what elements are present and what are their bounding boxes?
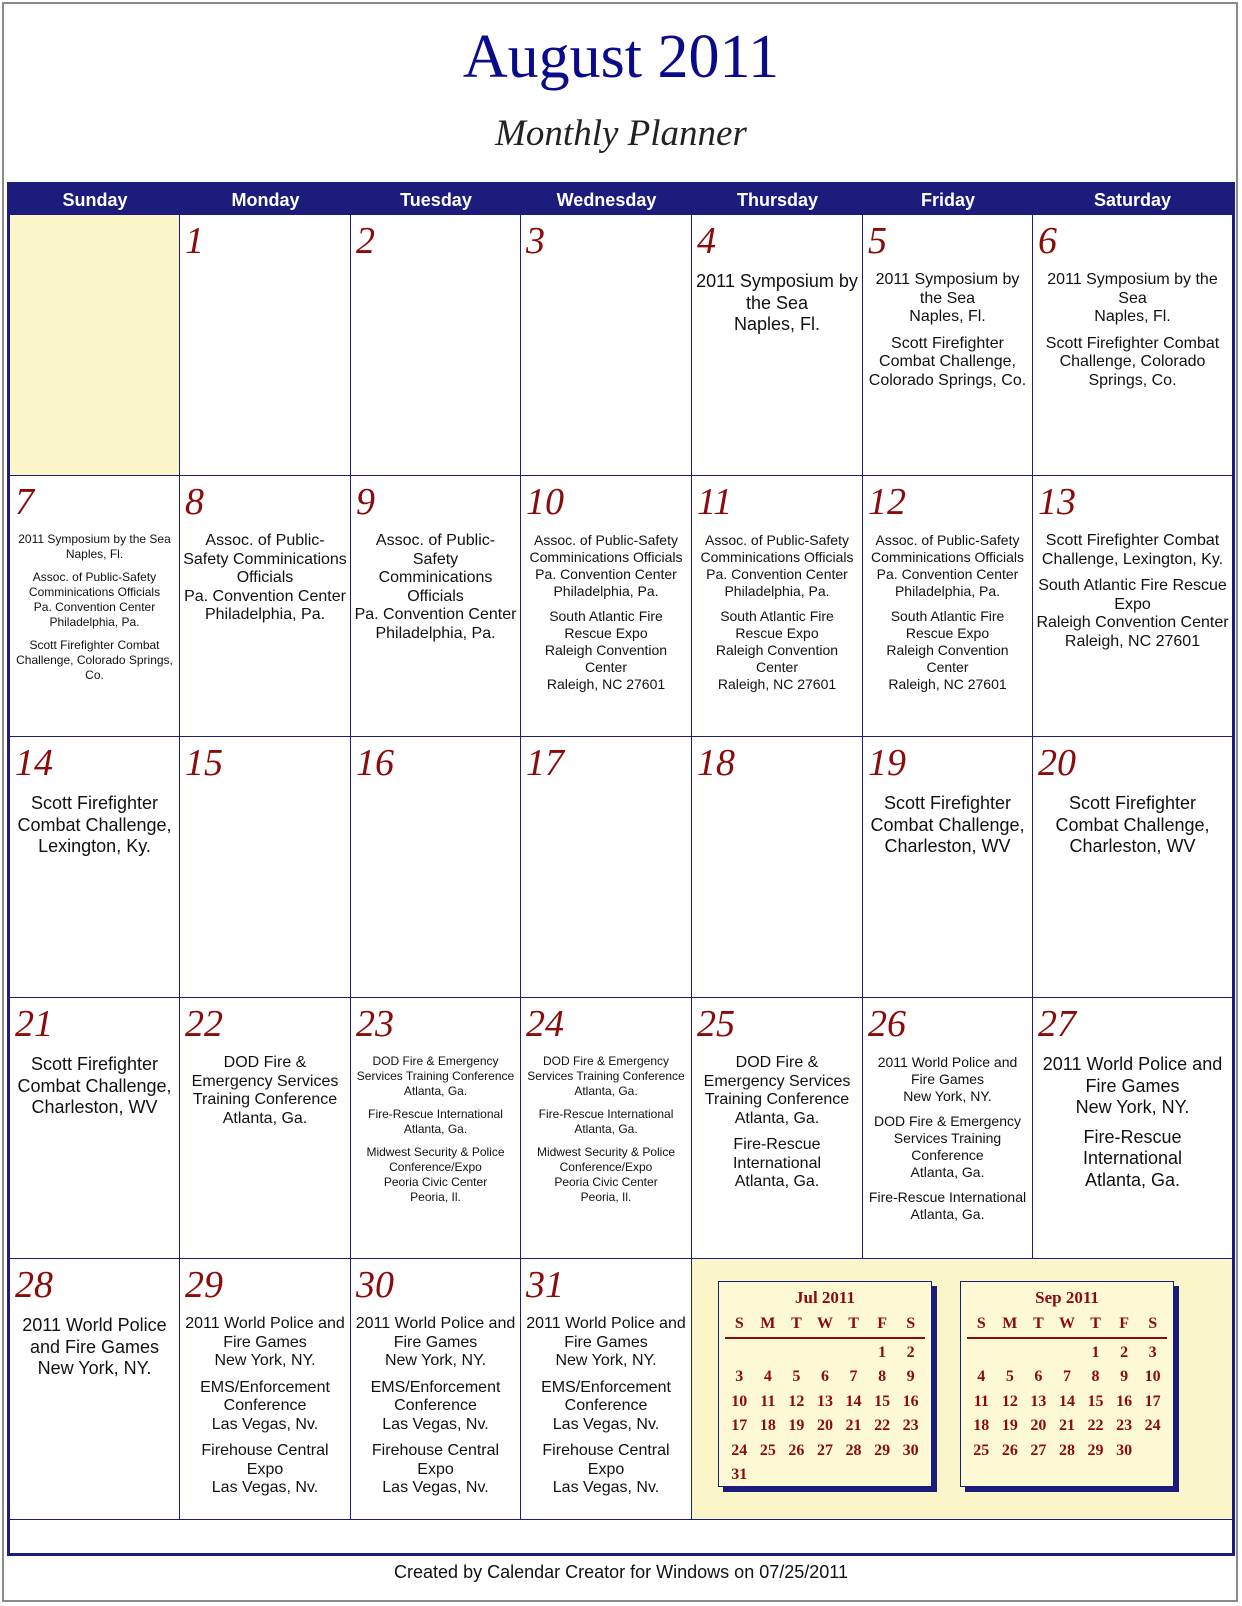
day-events (866, 1054, 1029, 1231)
event-text[interactable]: EMS/Enforcement Conference Las Vegas, Nv. (541, 1378, 671, 1433)
event-text[interactable]: 2011 World Police and Fire Games New York, NY. (877, 1054, 1018, 1104)
mini-weekday: T (791, 1315, 802, 1333)
day-events (354, 532, 517, 651)
day-events (1036, 1054, 1229, 1199)
mini-calendar-week (725, 1341, 925, 1366)
mini-day[interactable]: 25 (759, 1441, 776, 1459)
day-events (524, 1315, 688, 1506)
day-number: 17 (526, 742, 564, 784)
mini-weekday: S (976, 1315, 986, 1333)
mini-day[interactable]: 27 (816, 1441, 833, 1459)
weekday-friday: Friday (920, 190, 976, 210)
day-number: 12 (868, 481, 906, 523)
mini-day[interactable]: 10 (1144, 1368, 1161, 1386)
day-number: 6 (1038, 220, 1057, 262)
day-events (695, 532, 859, 701)
mini-calendar-week (967, 1365, 1167, 1390)
weekday-sunday: Sunday (62, 190, 128, 210)
empty-day-cell[interactable] (10, 215, 180, 476)
mini-day[interactable]: 30 (1116, 1441, 1133, 1459)
day-number: 29 (185, 1264, 223, 1306)
mini-day[interactable]: 15 (1087, 1392, 1104, 1410)
mini-calendar-week (967, 1439, 1167, 1464)
event-text[interactable]: 2011 Symposium by the Sea Naples, Fl. (18, 532, 171, 561)
mini-calendar-jul-2011[interactable] (718, 1281, 932, 1487)
event-text[interactable]: Midwest Security & Police Conference/Expo Peoria Civic Center Peoria, Il. (536, 1145, 676, 1204)
mini-weekday: W (816, 1315, 833, 1333)
mini-day[interactable]: 6 (820, 1368, 829, 1386)
day-cell-15[interactable] (180, 737, 351, 998)
mini-weekday: M (760, 1315, 776, 1333)
day-number: 7 (15, 481, 34, 523)
day-number: 22 (185, 1003, 223, 1045)
day-cell-7[interactable] (10, 476, 180, 737)
day-events (695, 1054, 859, 1200)
mini-weekday: T (1033, 1315, 1044, 1333)
day-cell-18[interactable] (692, 737, 863, 998)
mini-day[interactable]: 2 (906, 1343, 915, 1361)
day-events (13, 793, 176, 866)
mini-weekday: F (1119, 1315, 1129, 1333)
mini-calendar-sep-2011[interactable] (960, 1281, 1174, 1487)
day-cell-4[interactable] (692, 215, 863, 476)
mini-day[interactable]: 14 (1058, 1392, 1075, 1410)
mini-day[interactable]: 18 (973, 1417, 990, 1435)
day-events (1036, 532, 1229, 659)
event-text[interactable]: DOD Fire & Emergency Services Training Conference Atlanta, Ga. (527, 1054, 685, 1098)
day-events (524, 1054, 688, 1213)
day-cell-11[interactable] (692, 476, 863, 737)
event-text[interactable]: Assoc. of Public-Safety Comminications Officials Pa. Convention Center Philadelphia, Pa. (870, 532, 1024, 599)
event-text[interactable]: Assoc. of Public-Safety Comminications Officials Pa. Convention Center Philadelphia, Pa. (354, 532, 517, 642)
mini-day[interactable]: 16 (1116, 1392, 1133, 1410)
mini-day[interactable]: 2 (1120, 1343, 1129, 1361)
day-number: 1 (185, 220, 204, 262)
weekday-monday: Monday (231, 190, 300, 210)
event-text[interactable]: EMS/Enforcement Conference Las Vegas, Nv. (200, 1378, 330, 1433)
mini-calendar-week (725, 1439, 925, 1464)
day-events (866, 532, 1029, 701)
event-text[interactable]: Scott Firefighter Combat Challenge, Charleston, WV (17, 1054, 172, 1117)
calendar (7, 182, 1235, 1556)
day-number: 28 (15, 1264, 53, 1306)
mini-day[interactable]: 16 (902, 1392, 919, 1410)
mini-day[interactable]: 5 (792, 1368, 801, 1386)
event-text[interactable]: Fire-Rescue International Atlanta, Ga. (368, 1107, 503, 1136)
day-events (866, 793, 1029, 866)
day-events (524, 532, 688, 701)
event-text[interactable]: South Atlantic Fire Rescue Expo Raleigh Convention Center Raleigh, NC 27601 (1036, 577, 1229, 650)
weekday-header (10, 185, 1232, 215)
event-text[interactable]: 2011 Symposium by the Sea Naples, Fl. (875, 271, 1020, 325)
day-cell-27[interactable] (1033, 998, 1232, 1259)
day-number: 5 (868, 220, 887, 262)
day-events (183, 1054, 347, 1136)
mini-day[interactable]: 24 (731, 1441, 748, 1459)
event-text[interactable]: 2011 World Police and Fire Games New York, NY. (185, 1315, 345, 1369)
day-cell-3[interactable] (521, 215, 692, 476)
mini-weekday: S (734, 1315, 744, 1333)
mini-weekday: W (1058, 1315, 1075, 1333)
event-text[interactable]: 2011 World Police and Fire Games New York, NY. (355, 1315, 516, 1369)
mini-day[interactable]: 9 (1120, 1368, 1129, 1386)
event-text[interactable]: Firehouse Central Expo Las Vegas, Nv. (201, 1442, 329, 1496)
day-cell-23[interactable] (351, 998, 521, 1259)
event-text[interactable]: Scott Firefighter Combat Challenge, Colorado Springs, Co. (868, 334, 1027, 389)
mini-day[interactable]: 31 (731, 1466, 748, 1484)
mini-day[interactable]: 13 (816, 1392, 833, 1410)
event-text[interactable]: Assoc. of Public-Safety Comminications Officials Pa. Convention Center Philadelphia, Pa. (183, 532, 347, 623)
event-text[interactable]: Assoc. of Public-Safety Comminications Officials Pa. Convention Center Philadelphia, Pa. (529, 532, 683, 599)
day-cell-5[interactable] (863, 215, 1033, 476)
day-number: 21 (15, 1003, 53, 1045)
day-cell-12[interactable] (863, 476, 1033, 737)
mini-calendar-grid (967, 1312, 1167, 1463)
event-text[interactable]: Scott Firefighter Combat Challenge, Colorado Springs, Co. (1045, 334, 1220, 389)
day-cell-31[interactable] (521, 1259, 692, 1520)
mini-weekday: S (906, 1315, 916, 1333)
day-cell-1[interactable] (180, 215, 351, 476)
day-number: 30 (356, 1264, 394, 1306)
day-cell-2[interactable] (351, 215, 521, 476)
day-number: 15 (185, 742, 223, 784)
mini-day[interactable]: 22 (1087, 1417, 1104, 1435)
mini-day[interactable]: 1 (1091, 1343, 1100, 1361)
mini-day[interactable]: 10 (731, 1392, 748, 1410)
mini-day[interactable]: 12 (788, 1392, 805, 1410)
mini-day[interactable]: 25 (973, 1441, 990, 1459)
day-events (183, 1315, 347, 1506)
mini-day[interactable]: 14 (845, 1392, 862, 1410)
day-cell-8[interactable] (180, 476, 351, 737)
day-number: 2 (356, 220, 375, 262)
mini-calendar-week (967, 1341, 1167, 1366)
day-cell-14[interactable] (10, 737, 180, 998)
day-number: 25 (697, 1003, 735, 1045)
page-title: August 2011 (462, 23, 780, 91)
mini-calendar-header-row (967, 1312, 1167, 1339)
footer-note: Created by Calendar Creator for Windows on 07/25/2011 (394, 1562, 848, 1582)
event-text[interactable]: Firehouse Central Expo Las Vegas, Nv. (542, 1442, 670, 1496)
day-number: 27 (1038, 1003, 1076, 1045)
event-text[interactable]: Fire-Rescue International Atlanta, Ga. (1082, 1126, 1183, 1190)
day-cell-30[interactable] (351, 1259, 521, 1520)
mini-calendar-week (967, 1390, 1167, 1415)
mini-calendar-grid (725, 1312, 925, 1488)
weekday-wednesday: Wednesday (556, 190, 657, 210)
day-cell-16[interactable] (351, 737, 521, 998)
mini-day[interactable]: 21 (845, 1417, 862, 1435)
day-cell-9[interactable] (351, 476, 521, 737)
mini-day[interactable]: 1 (878, 1343, 887, 1361)
day-events (13, 532, 176, 691)
calendar-grid (10, 215, 1232, 1553)
mini-day[interactable]: 24 (1144, 1417, 1161, 1435)
day-number: 26 (868, 1003, 906, 1045)
day-number: 18 (697, 742, 735, 784)
day-events (13, 1315, 176, 1388)
mini-day[interactable]: 3 (735, 1368, 744, 1386)
day-events (1036, 271, 1229, 398)
day-cell-24[interactable] (521, 998, 692, 1259)
mini-calendar-week (725, 1365, 925, 1390)
page-subtitle: Monthly Planner (495, 113, 747, 154)
mini-calendar-week (967, 1414, 1167, 1439)
event-text[interactable]: DOD Fire & Emergency Services Training Conference Atlanta, Ga. (873, 1113, 1022, 1180)
day-number: 24 (526, 1003, 564, 1045)
day-number: 20 (1038, 742, 1076, 784)
mini-day[interactable]: 19 (788, 1417, 805, 1435)
day-cell-13[interactable] (1033, 476, 1232, 737)
day-number: 13 (1038, 481, 1076, 523)
mini-day[interactable]: 23 (1116, 1417, 1133, 1435)
mini-day[interactable]: 5 (1005, 1368, 1014, 1386)
event-text[interactable]: Fire-Rescue International Atlanta, Ga. (538, 1107, 674, 1136)
day-number: 9 (356, 481, 375, 523)
mini-calendar-week (725, 1390, 925, 1415)
weekday-thursday: Thursday (736, 190, 819, 210)
event-text[interactable]: EMS/Enforcement Conference Las Vegas, Nv. (370, 1378, 501, 1433)
mini-calendar-title: Sep 2011 (1035, 1288, 1099, 1307)
event-text[interactable]: 2011 World Police and Fire Games New York, NY. (1042, 1054, 1223, 1117)
mini-day[interactable]: 11 (973, 1392, 989, 1410)
event-text[interactable]: 2011 World Police and Fire Games New York, NY. (526, 1315, 686, 1369)
mini-day[interactable]: 28 (1058, 1441, 1075, 1459)
day-number: 16 (356, 742, 394, 784)
mini-day[interactable]: 29 (874, 1441, 891, 1459)
mini-calendar-week (725, 1463, 925, 1488)
mini-day[interactable]: 12 (1001, 1392, 1018, 1410)
event-text[interactable]: Fire-Rescue International Atlanta, Ga. (732, 1136, 822, 1190)
event-text[interactable]: Assoc. of Public-Safety Comminications Officials Pa. Convention Center Philadelphia, Pa. (28, 570, 161, 629)
day-number: 23 (356, 1003, 394, 1045)
mini-day[interactable]: 23 (902, 1417, 919, 1435)
mini-calendar-area (692, 1259, 1232, 1520)
day-cell-20[interactable] (1033, 737, 1232, 998)
event-text[interactable]: Midwest Security & Police Conference/Expo Peoria Civic Center Peoria, Il. (366, 1145, 505, 1204)
mini-day[interactable]: 17 (731, 1417, 748, 1435)
day-number: 31 (526, 1264, 564, 1306)
mini-calendar-week (725, 1414, 925, 1439)
mini-day[interactable]: 17 (1144, 1392, 1161, 1410)
event-text[interactable]: 2011 Symposium by the Sea Naples, Fl. (1047, 271, 1218, 325)
day-cell-19[interactable] (863, 737, 1033, 998)
event-text[interactable]: DOD Fire & Emergency Services Training Conference Atlanta, Ga. (703, 1054, 851, 1127)
mini-day[interactable]: 28 (845, 1441, 862, 1459)
day-events (695, 271, 859, 344)
mini-day[interactable]: 4 (977, 1368, 986, 1386)
mini-day[interactable]: 22 (874, 1417, 891, 1435)
day-number: 8 (185, 481, 204, 523)
day-number: 10 (526, 481, 564, 523)
mini-day[interactable]: 26 (1001, 1441, 1018, 1459)
mini-day[interactable]: 9 (906, 1368, 915, 1386)
event-text[interactable]: South Atlantic Fire Rescue Expo Raleigh Convention Center Raleigh, NC 27601 (715, 608, 839, 692)
weekday-saturday: Saturday (1093, 190, 1172, 210)
event-text[interactable]: 2011 World Police and Fire Games New York, NY. (22, 1315, 167, 1378)
mini-day[interactable]: 7 (849, 1368, 858, 1386)
day-cell-21[interactable] (10, 998, 180, 1259)
weekday-tuesday: Tuesday (400, 190, 472, 210)
event-text[interactable]: Scott Firefighter Combat Challenge, Colorado Springs, Co. (16, 638, 173, 682)
event-text[interactable]: Firehouse Central Expo Las Vegas, Nv. (371, 1442, 500, 1496)
day-number: 14 (15, 742, 53, 784)
day-events (1036, 793, 1229, 866)
mini-day[interactable]: 20 (1030, 1417, 1047, 1435)
event-text[interactable]: DOD Fire & Emergency Services Training Conference Atlanta, Ga. (191, 1054, 339, 1127)
event-text[interactable]: DOD Fire & Emergency Services Training Conference Atlanta, Ga. (356, 1054, 515, 1098)
event-text[interactable]: Scott Firefighter Combat Challenge, Charleston, WV (870, 793, 1025, 856)
day-number: 3 (526, 220, 545, 262)
mini-weekday: S (1148, 1315, 1158, 1333)
mini-day[interactable]: 4 (763, 1368, 772, 1386)
day-number: 11 (697, 481, 733, 523)
mini-day[interactable]: 19 (1001, 1417, 1018, 1435)
day-cell-25[interactable] (692, 998, 863, 1259)
event-text[interactable]: South Atlantic Fire Rescue Expo Raleigh Convention Center Raleigh, NC 27601 (544, 608, 668, 692)
event-text[interactable]: Scott Firefighter Combat Challenge, Charleston, WV (1055, 793, 1210, 856)
day-number: 4 (697, 220, 716, 262)
mini-day[interactable]: 6 (1034, 1368, 1043, 1386)
day-cell-10[interactable] (521, 476, 692, 737)
day-cell-17[interactable] (521, 737, 692, 998)
day-cell-28[interactable] (10, 1259, 180, 1520)
event-text[interactable]: Fire-Rescue International Atlanta, Ga. (868, 1189, 1027, 1222)
mini-weekday: F (877, 1315, 887, 1333)
day-cell-22[interactable] (180, 998, 351, 1259)
day-events (866, 271, 1029, 398)
day-events (183, 532, 347, 633)
event-text[interactable]: South Atlantic Fire Rescue Expo Raleigh Convention Center Raleigh, NC 27601 (886, 608, 1009, 692)
day-cell-26[interactable] (863, 998, 1033, 1259)
event-text[interactable]: 2011 Symposium by the Sea Naples, Fl. (696, 271, 858, 334)
mini-day[interactable]: 26 (788, 1441, 805, 1459)
mini-day[interactable]: 13 (1030, 1392, 1047, 1410)
mini-day[interactable]: 21 (1058, 1417, 1075, 1435)
event-text[interactable]: Scott Firefighter Combat Challenge, Lexington, Ky. (1041, 532, 1224, 568)
day-cell-29[interactable] (180, 1259, 351, 1520)
event-text[interactable]: Scott Firefighter Combat Challenge, Lexington, Ky. (17, 793, 172, 856)
mini-day[interactable]: 27 (1030, 1441, 1047, 1459)
day-number: 19 (868, 742, 906, 784)
day-events (354, 1054, 517, 1213)
mini-day[interactable]: 8 (878, 1368, 887, 1386)
mini-day[interactable]: 29 (1087, 1441, 1104, 1459)
mini-calendar-header-row (725, 1312, 925, 1339)
mini-day[interactable]: 3 (1148, 1343, 1157, 1361)
mini-day[interactable]: 8 (1091, 1368, 1100, 1386)
mini-day[interactable]: 11 (760, 1392, 776, 1410)
mini-calendar-title: Jul 2011 (795, 1288, 855, 1307)
mini-day[interactable]: 7 (1062, 1368, 1071, 1386)
mini-weekday: T (848, 1315, 859, 1333)
mini-weekday: M (1002, 1315, 1018, 1333)
day-events (354, 1315, 517, 1506)
day-events (13, 1054, 176, 1127)
day-cell-6[interactable] (1033, 215, 1232, 476)
mini-day[interactable]: 20 (816, 1417, 833, 1435)
mini-day[interactable]: 18 (759, 1417, 776, 1435)
mini-day[interactable]: 15 (874, 1392, 891, 1410)
mini-day[interactable]: 30 (902, 1441, 919, 1459)
mini-weekday: T (1090, 1315, 1101, 1333)
event-text[interactable]: Assoc. of Public-Safety Comminications Officials Pa. Convention Center Philadelphia, Pa. (700, 532, 854, 599)
